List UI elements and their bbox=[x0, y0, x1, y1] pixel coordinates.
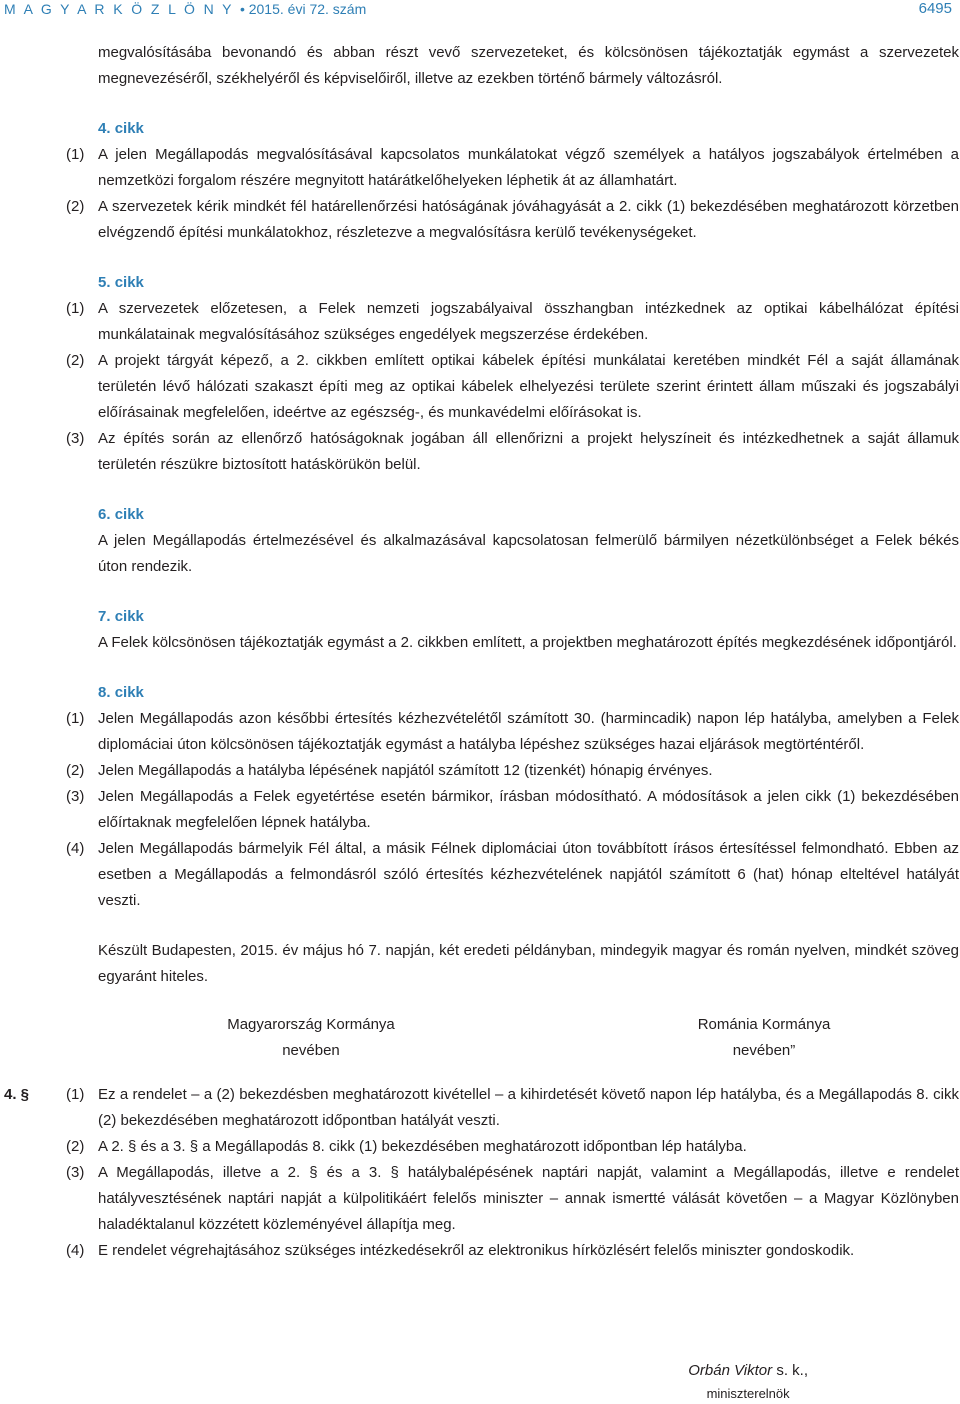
article-4 bbox=[66, 116, 959, 246]
signatures bbox=[66, 1012, 959, 1066]
article-paragraph: (3) Az építés során az ellenőrző hatóságoknak jogában áll ellenőrizni a projekt helyszíneit és intézkedhetnek a saját államuk területén részükre biztosított hatáskörükön belül. bbox=[66, 430, 959, 473]
article-paragraph: (2) A szervezetek kérik mindkét fél határellenőrzési hatóságának jóváhagyását a 2. cikk (1) bekezdésében meghatározott körzetben elvégzendő építési munkálatokhoz, részletezve a megvalósításra kerülő tevékenységeket. bbox=[66, 198, 959, 241]
page-header bbox=[0, 0, 960, 20]
section-paragraph: (4) E rendelet végrehajtásához szükséges intézkedésekről az elektronikus hírközlésért felelős miniszter gondoskodik. bbox=[66, 1242, 855, 1259]
article-heading: 4. cikk bbox=[98, 120, 144, 137]
article-paragraph: (1) Jelen Megállapodás azon későbbi értesítés kézhezvételétől számított 30. (harmincadik) napon lép hatályba, amelyben a Felek diplomáciai úton kölcsönösen tájékoztatják egymást a hatályba lépéshez szükséges hazai eljárások megtörténtéről. bbox=[66, 710, 959, 753]
signature-hungary: Magyarország Kormánya nevében bbox=[227, 1016, 395, 1059]
issue-info: • 2015. évi 72. szám bbox=[239, 1, 367, 17]
article-heading: 6. cikk bbox=[98, 506, 144, 523]
article-7 bbox=[66, 604, 959, 656]
intro-paragraph: megvalósításába bevonandó és abban részt vevő szervezeteket, és kölcsönösen tájékoztatják egymást a szervezetek megnevezéséről, székhelyéről és képviselőiről, illetve az ezekben történő bármely változásról. bbox=[98, 44, 959, 87]
signer-block bbox=[688, 1360, 808, 1404]
article-heading: 8. cikk bbox=[98, 684, 144, 701]
section-4 bbox=[4, 1082, 959, 1264]
signature-romania: Románia Kormánya nevében” bbox=[697, 1016, 831, 1059]
section-paragraph: (2) A 2. § és a 3. § a Megállapodás 8. cikk (1) bekezdésében meghatározott időpontban lép hatályba. bbox=[66, 1138, 747, 1155]
page-number: 6495 bbox=[918, 0, 952, 17]
document-body bbox=[4, 40, 959, 1264]
section-paragraph: (1) Ez a rendelet – a (2) bekezdésben meghatározott kivétellel – a kihirdetését követő napon lép hatályba, és a Megállapodás 8. cikk (2) bekezdésében meghatározott időpontban hatályát veszti. bbox=[66, 1086, 959, 1129]
article-5 bbox=[66, 270, 959, 478]
article-paragraph: (4) Jelen Megállapodás bármelyik Fél által, a másik Félnek diplomáciai úton továbbított írásos értesítéssel felmondható. Ebben az esetben a Megállapodás a felmondásról szóló értesítés kézhezvételének napjától számított 6 (hat) hónap elteltével hatályát veszti. bbox=[66, 840, 959, 909]
article-paragraph: (2) A projekt tárgyát képező, a 2. cikkben említett optikai kábelek építési munkálatai keretében mindkét Fél a saját államának területén lévő hálózati szakaszt építi meg az optikai kábelek elhelyezési területe szerint érintett állam műszaki és jogszabályi előírásainak megfelelően, ideértve az egészség-, és munkavédelmi előírásokat is. bbox=[66, 352, 959, 421]
article-paragraph: (3) Jelen Megállapodás a Felek egyetértése esetén bármikor, írásban módosítható. A módosítások a jelen cikk (1) bekezdésében előírtaknak megfelelően lépnek hatályba. bbox=[66, 788, 959, 831]
section-mark: 4. § bbox=[4, 1086, 30, 1103]
article-paragraph: (1) A szervezetek előzetesen, a Felek nemzeti jogszabályaival összhangban intézkednek az optikai kábelhálózat építési munkálatainak megvalósításához szükséges engedélyek megszerzése érdekében. bbox=[66, 300, 959, 343]
signer-name: Orbán Viktor s. k., bbox=[688, 1362, 808, 1379]
closing-statement: Készült Budapesten, 2015. év május hó 7. napján, két eredeti példányban, mindegyik magyar és román nyelven, mindkét szöveg egyaránt hiteles. bbox=[98, 942, 959, 985]
article-paragraph: (1) A jelen Megállapodás megvalósításával kapcsolatos munkálatokat végző személyek a hatályos jogszabályok értelmében a nemzetközi forgalom részére megnyitott határátkelőhelyeken léphetik át az államhatárt. bbox=[66, 146, 959, 189]
article-paragraph: A Felek kölcsönösen tájékoztatják egymást a 2. cikkben említett, a projektben meghatározott építés megkezdésének időpontjáról. bbox=[98, 634, 957, 651]
article-paragraph: (2) Jelen Megállapodás a hatályba lépésének napjától számított 12 (tizenkét) hónapig érvényes. bbox=[66, 762, 713, 779]
article-6 bbox=[66, 502, 959, 580]
article-paragraph: A jelen Megállapodás értelmezésével és alkalmazásával kapcsolatosan felmerülő bármilyen nézetkülönbséget a Felek békés úton rendezik. bbox=[98, 532, 959, 575]
signer-title: miniszterelnök bbox=[706, 1386, 790, 1401]
journal-name: M A G Y A R K Ö Z L Ö N Y bbox=[4, 1, 234, 17]
article-heading: 7. cikk bbox=[98, 608, 144, 625]
journal-title bbox=[4, 0, 366, 18]
section-paragraph: (3) A Megállapodás, illetve a 2. § és a 3. § hatálybalépésének naptári napját, valamint a Megállapodás, illetve e rendelet hatályvesztésének naptári napját a külpolitikáért felelős miniszter – annak ismertté válását követően – a Magyar Közlönyben haladéktalanul közzétett közleményével állapítja meg. bbox=[66, 1164, 959, 1233]
article-heading: 5. cikk bbox=[98, 274, 144, 291]
article-8 bbox=[66, 680, 959, 914]
